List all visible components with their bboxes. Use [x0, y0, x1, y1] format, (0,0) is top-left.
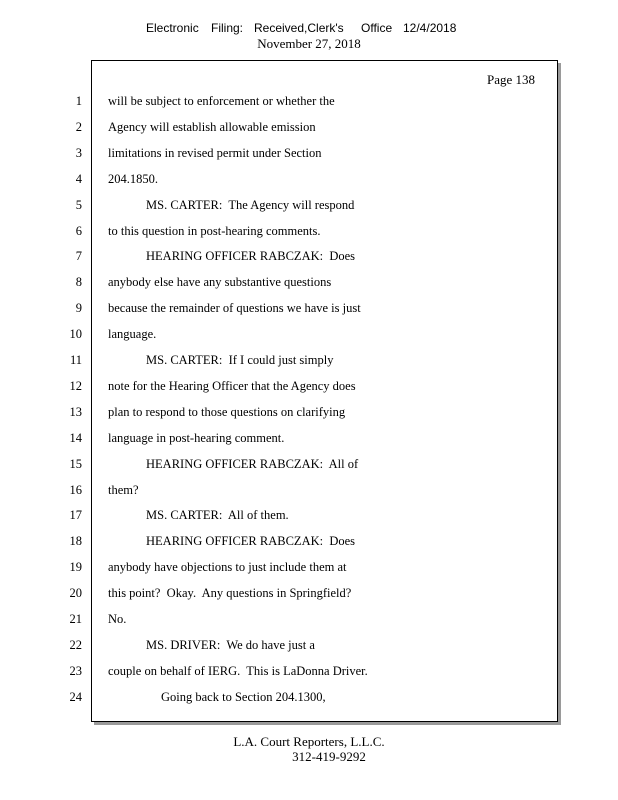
transcript-line: [0, 508, 560, 528]
line-text: limitations in revised permit under Section: [108, 145, 322, 160]
transcript-line: [0, 224, 560, 244]
line-number: 17: [69, 508, 82, 523]
line-number: 6: [75, 223, 82, 238]
transcript-line: [0, 534, 560, 554]
line-text: No.: [108, 612, 127, 626]
line-text: to this question in post-hearing comments.: [108, 223, 321, 238]
footer: [0, 734, 618, 764]
transcript-line: [0, 120, 560, 140]
transcript-line: [0, 457, 560, 477]
transcript-line: [0, 431, 560, 451]
page-number: Page 138: [487, 72, 536, 87]
line-text: MS. CARTER: The Agency will respond: [146, 197, 355, 212]
line-text: MS. CARTER: All of them.: [146, 508, 289, 523]
line-number: 8: [75, 275, 82, 290]
line-number: 4: [75, 171, 82, 186]
transcript-line: [0, 664, 560, 684]
line-text: language.: [108, 327, 157, 342]
line-text: HEARING OFFICER RABCZAK: Does: [146, 249, 356, 264]
line-number: 15: [69, 456, 82, 471]
stamp-filing-date: 12/4/2018: [403, 21, 457, 35]
court-reporter-company: L.A. Court Reporters, L.L.C.: [233, 734, 385, 749]
transcript-line: [0, 249, 560, 269]
stamp-word-received-clerks: Received,Clerk's: [254, 21, 344, 35]
transcript-line: [0, 405, 560, 425]
transcript-line: [0, 275, 560, 295]
hearing-date: November 27, 2018: [257, 36, 361, 51]
line-number: 11: [69, 353, 82, 367]
transcript-line: [0, 327, 560, 347]
transcript-line: [0, 638, 560, 658]
line-number: 16: [69, 482, 82, 497]
transcript-line: [0, 586, 560, 606]
transcript-line: [0, 379, 560, 399]
line-number: 23: [69, 663, 82, 678]
line-number: 19: [69, 560, 82, 575]
line-text: anybody else have any substantive questions: [108, 275, 332, 290]
line-text: couple on behalf of IERG. This is LaDonna Driver.: [108, 663, 368, 678]
transcript-line: [0, 353, 560, 373]
line-number: 14: [69, 430, 82, 445]
transcript-line: [0, 94, 560, 114]
transcript-line: [0, 483, 560, 503]
line-number: 20: [69, 586, 82, 601]
line-text: MS. CARTER: If I could just simply: [146, 353, 334, 367]
line-text: will be subject to enforcement or whether the: [108, 94, 335, 108]
line-text: them?: [108, 482, 139, 497]
stamp-word-office: Office: [361, 21, 393, 35]
line-text: MS. DRIVER: We do have just a: [146, 637, 315, 652]
line-number: 22: [69, 637, 82, 652]
transcript-line: [0, 612, 560, 632]
electronic-filing-stamp: [0, 21, 618, 37]
line-text: note for the Hearing Officer that the Agency does: [108, 378, 356, 393]
line-number: 1: [75, 94, 82, 108]
line-number: 2: [75, 119, 82, 134]
line-text: HEARING OFFICER RABCZAK: All of: [146, 456, 359, 471]
court-reporter-phone: 312-419-9292: [292, 749, 366, 764]
line-text: language in post-hearing comment.: [108, 430, 285, 445]
transcript-line: [0, 146, 560, 166]
transcript-line: [0, 301, 560, 321]
line-number: 3: [75, 145, 82, 160]
line-number: 21: [69, 612, 82, 626]
line-number: 5: [75, 197, 82, 212]
line-number: 9: [75, 301, 82, 316]
line-text: because the remainder of questions we have is just: [108, 301, 361, 316]
line-text: 204.1850.: [108, 171, 158, 186]
stamp-word-filing: Filing:: [211, 21, 244, 35]
line-text: this point? Okay. Any questions in Springfield?: [108, 586, 352, 601]
line-text: plan to respond to those questions on clarifying: [108, 404, 346, 419]
line-number: 10: [69, 327, 82, 342]
stamp-word-electronic: Electronic: [146, 21, 199, 35]
line-text: Going back to Section 204.1300,: [161, 689, 326, 704]
line-text: Agency will establish allowable emission: [108, 119, 316, 134]
line-text: HEARING OFFICER RABCZAK: Does: [146, 534, 356, 549]
transcript-line: [0, 690, 560, 710]
line-number: 24: [69, 689, 82, 704]
line-text: anybody have objections to just include them at: [108, 560, 347, 575]
line-number: 7: [75, 249, 82, 264]
line-number: 18: [69, 534, 82, 549]
line-number: 12: [69, 378, 82, 393]
transcript-line: [0, 560, 560, 580]
transcript-line: [0, 198, 560, 218]
line-number: 13: [69, 404, 82, 419]
transcript-line: [0, 172, 560, 192]
